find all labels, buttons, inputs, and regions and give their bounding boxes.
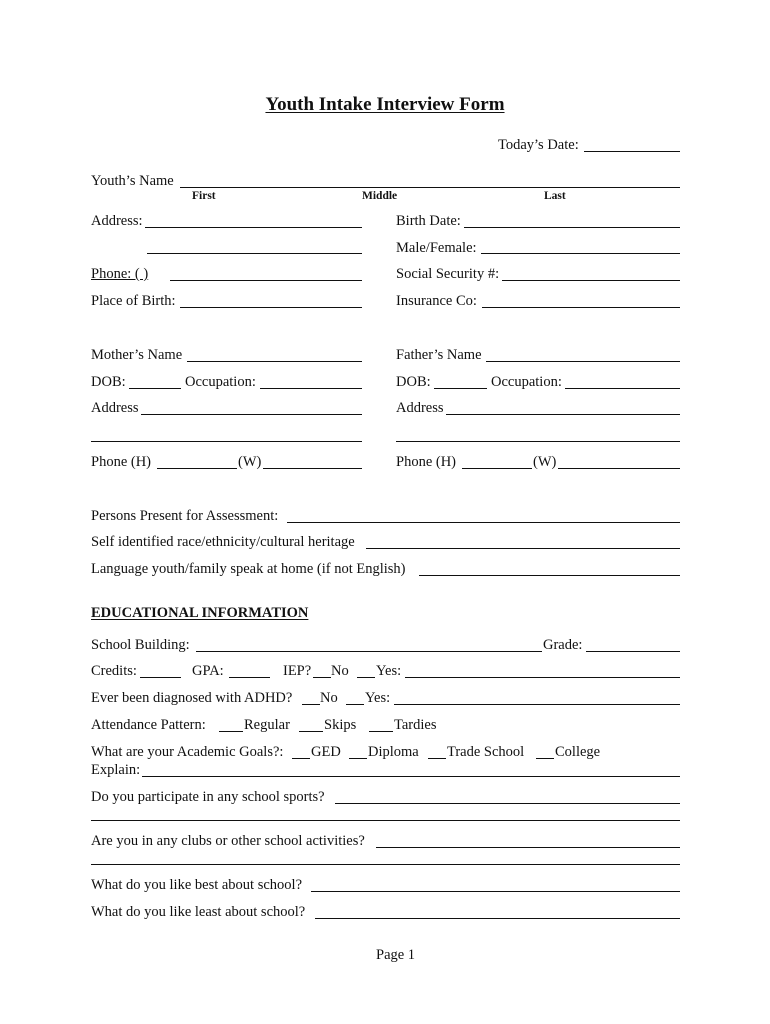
goal-diploma-label: Diploma xyxy=(368,744,419,760)
adhd-yes-blank[interactable] xyxy=(346,704,364,705)
male-female-field[interactable] xyxy=(481,253,680,254)
persons-present-label: Persons Present for Assessment: xyxy=(91,508,279,524)
mother-dob-field[interactable] xyxy=(129,388,181,389)
phone-field[interactable] xyxy=(170,280,362,281)
iep-no-blank[interactable] xyxy=(313,677,331,678)
father-phone-work-field[interactable] xyxy=(558,468,680,469)
father-phone-home-label: Phone (H) xyxy=(396,454,457,470)
father-phone-home-field[interactable] xyxy=(462,468,532,469)
place-of-birth-field[interactable] xyxy=(180,307,362,308)
gpa-field[interactable] xyxy=(229,677,270,678)
explain-label: Explain: xyxy=(91,762,141,778)
fathers-name-field[interactable] xyxy=(486,361,680,362)
goal-ged-label: GED xyxy=(311,744,341,760)
school-building-label: School Building: xyxy=(91,637,190,653)
goal-college-blank[interactable] xyxy=(536,758,554,759)
clubs-label: Are you in any clubs or other school activities? xyxy=(91,833,365,849)
name-middle-caption: Middle xyxy=(362,190,398,202)
mothers-name-label: Mother’s Name xyxy=(91,347,183,363)
todays-date-field[interactable] xyxy=(584,151,680,152)
language-field[interactable] xyxy=(419,575,680,576)
adhd-no-blank[interactable] xyxy=(302,704,320,705)
fathers-name-label: Father’s Name xyxy=(396,347,482,363)
iep-yes-blank[interactable] xyxy=(357,677,375,678)
like-best-field[interactable] xyxy=(311,891,680,892)
father-phone-work-label: (W) xyxy=(533,454,557,470)
father-occupation-label: Occupation: xyxy=(491,374,562,390)
goal-trade-school-blank[interactable] xyxy=(428,758,446,759)
attendance-label: Attendance Pattern: xyxy=(91,717,206,733)
ssn-field[interactable] xyxy=(502,280,680,281)
mother-phone-work-field[interactable] xyxy=(263,468,362,469)
attendance-regular-blank[interactable] xyxy=(219,731,243,732)
clubs-field-1[interactable] xyxy=(376,847,680,848)
clubs-field-2[interactable] xyxy=(91,864,680,865)
mother-dob-label: DOB: xyxy=(91,374,126,390)
name-last-caption: Last xyxy=(544,190,566,202)
page-number: Page 1 xyxy=(376,947,416,963)
insurance-label: Insurance Co: xyxy=(396,293,477,309)
sports-field-1[interactable] xyxy=(335,803,680,804)
name-first-caption: First xyxy=(192,190,216,202)
father-address-field-1[interactable] xyxy=(446,414,680,415)
grade-label: Grade: xyxy=(543,637,583,653)
mother-phone-home-field[interactable] xyxy=(157,468,237,469)
credits-label: Credits: xyxy=(91,663,137,679)
race-ethnicity-field[interactable] xyxy=(366,548,680,549)
credits-field[interactable] xyxy=(140,677,181,678)
goal-ged-blank[interactable] xyxy=(292,758,310,759)
father-address-field-2[interactable] xyxy=(396,441,680,442)
mother-address-field-2[interactable] xyxy=(91,441,362,442)
like-least-field[interactable] xyxy=(315,918,680,919)
mother-occupation-label: Occupation: xyxy=(185,374,256,390)
goal-college-label: College xyxy=(555,744,601,760)
address-label: Address: xyxy=(91,213,143,229)
iep-yes-field[interactable] xyxy=(405,677,680,678)
youths-name-label: Youth’s Name xyxy=(91,173,174,189)
phone-label: Phone: ( ) xyxy=(91,266,149,282)
educational-info-header: EDUCATIONAL INFORMATION xyxy=(91,605,309,621)
school-building-field[interactable] xyxy=(196,651,542,652)
address-field-2[interactable] xyxy=(147,253,362,254)
race-ethnicity-label: Self identified race/ethnicity/cultural heritage xyxy=(91,534,355,550)
persons-present-field[interactable] xyxy=(287,522,680,523)
attendance-regular-label: Regular xyxy=(244,717,290,733)
mother-phone-work-label: (W) xyxy=(238,454,262,470)
insurance-field[interactable] xyxy=(482,307,680,308)
language-label: Language youth/family speak at home (if not English) xyxy=(91,561,406,577)
form-title: Youth Intake Interview Form xyxy=(265,94,505,115)
attendance-skips-label: Skips xyxy=(324,717,357,733)
attendance-tardies-label: Tardies xyxy=(394,717,437,733)
sports-label: Do you participate in any school sports? xyxy=(91,789,325,805)
todays-date-label: Today’s Date: xyxy=(498,137,579,153)
attendance-tardies-blank[interactable] xyxy=(369,731,393,732)
place-of-birth-label: Place of Birth: xyxy=(91,293,176,309)
explain-field[interactable] xyxy=(142,776,680,777)
youths-name-field[interactable] xyxy=(180,187,680,188)
like-least-label: What do you like least about school? xyxy=(91,904,306,920)
father-address-label: Address xyxy=(396,400,444,416)
adhd-yes-label: Yes: xyxy=(365,690,391,706)
goal-diploma-blank[interactable] xyxy=(349,758,367,759)
sports-field-2[interactable] xyxy=(91,820,680,821)
adhd-yes-field[interactable] xyxy=(394,704,680,705)
address-field-1[interactable] xyxy=(145,227,362,228)
adhd-no-label: No xyxy=(320,690,338,706)
father-dob-label: DOB: xyxy=(396,374,431,390)
iep-yes-label: Yes: xyxy=(376,663,402,679)
iep-no-label: No xyxy=(331,663,349,679)
birth-date-field[interactable] xyxy=(464,227,680,228)
goal-trade-school-label: Trade School xyxy=(447,744,525,760)
mother-address-field-1[interactable] xyxy=(141,414,362,415)
birth-date-label: Birth Date: xyxy=(396,213,461,229)
like-best-label: What do you like best about school? xyxy=(91,877,303,893)
mother-phone-home-label: Phone (H) xyxy=(91,454,152,470)
iep-label: IEP? xyxy=(283,663,312,679)
gpa-label: GPA: xyxy=(192,663,224,679)
academic-goals-label: What are your Academic Goals?: xyxy=(91,744,284,760)
male-female-label: Male/Female: xyxy=(396,240,477,256)
mothers-name-field[interactable] xyxy=(187,361,362,362)
ssn-label: Social Security #: xyxy=(396,266,500,282)
father-occupation-field[interactable] xyxy=(565,388,680,389)
mother-occupation-field[interactable] xyxy=(260,388,362,389)
attendance-skips-blank[interactable] xyxy=(299,731,323,732)
adhd-label: Ever been diagnosed with ADHD? xyxy=(91,690,293,706)
mother-address-label: Address xyxy=(91,400,139,416)
father-dob-field[interactable] xyxy=(434,388,487,389)
grade-field[interactable] xyxy=(586,651,680,652)
